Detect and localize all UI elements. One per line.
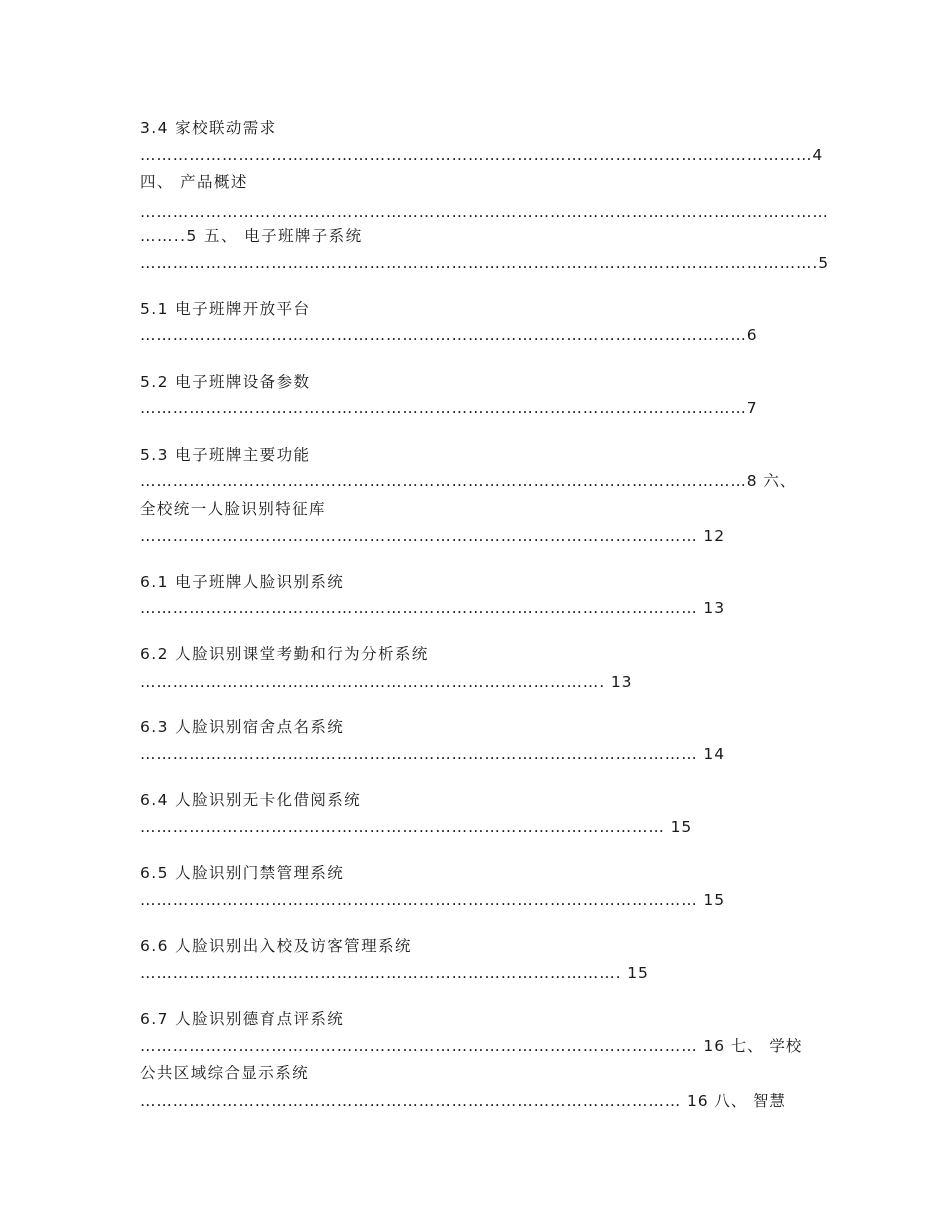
toc-heading-4: 四、 产品概述	[140, 173, 248, 191]
toc-leader-line: ………………………………………………………………………………………… 15	[140, 891, 725, 909]
toc-heading-6-3: 6.3 人脸识别宿舍点名系统	[140, 718, 345, 736]
toc-leader-line: …………………………………………………………………………………………………7	[140, 399, 758, 417]
toc-heading-6-5: 6.5 人脸识别门禁管理系统	[140, 864, 345, 882]
toc-heading-5-1: 5.1 电子班牌开放平台	[140, 300, 311, 318]
toc-leader-line: ………………………………………………………………………………………… 14	[140, 745, 725, 763]
toc-leader-line: ……………………………………………………………………………. 15	[140, 964, 649, 982]
toc-heading-7: 公共区域综合显示系统	[140, 1064, 310, 1082]
toc-leader-line: ……………………………………………………………………………………………………………4	[140, 146, 824, 164]
toc-leader-line: …………………………………………………………………………………………………………….5	[140, 254, 829, 272]
toc-leader-line: …………………………………………………………………………………………………6	[140, 326, 758, 344]
toc-leader-line: ………………………………………………………………………………………… 12	[140, 527, 725, 545]
toc-heading-5-3: 5.3 电子班牌主要功能	[140, 446, 311, 464]
toc-leader-line: ………………………………………………………………………………………… 16 七、 学校	[140, 1037, 803, 1055]
toc-leader-line: ………………………………………………………………………………………… 13	[140, 599, 725, 617]
toc-leader-line: ………………………………………………………………………………………………………………	[140, 203, 829, 221]
toc-heading-3-4: 3.4 家校联动需求	[140, 119, 277, 137]
toc-leader-line: …………………………………………………………………………………………………8 六、	[140, 472, 797, 490]
toc-heading-6-2: 6.2 人脸识别课堂考勤和行为分析系统	[140, 645, 429, 663]
toc-heading-6-6: 6.6 人脸识别出入校及访客管理系统	[140, 937, 412, 955]
toc-heading-6-1: 6.1 电子班牌人脸识别系统	[140, 573, 345, 591]
toc-heading-5-2: 5.2 电子班牌设备参数	[140, 373, 311, 391]
toc-leader-line: ……………………………………………………………………………………… 16 八、 智慧	[140, 1092, 786, 1110]
toc-heading-6-4: 6.4 人脸识别无卡化借阅系统	[140, 791, 362, 809]
toc-leader-line: …………………………………………………………………………. 13	[140, 673, 633, 691]
toc-heading-6: 全校统一人脸识别特征库	[140, 500, 326, 518]
toc-heading-6-7: 6.7 人脸识别德育点评系统	[140, 1010, 345, 1028]
toc-leader-line: …………………………………………………………………………………… 15	[140, 818, 693, 836]
toc-heading-5: ……..5 五、 电子班牌子系统	[140, 227, 363, 245]
